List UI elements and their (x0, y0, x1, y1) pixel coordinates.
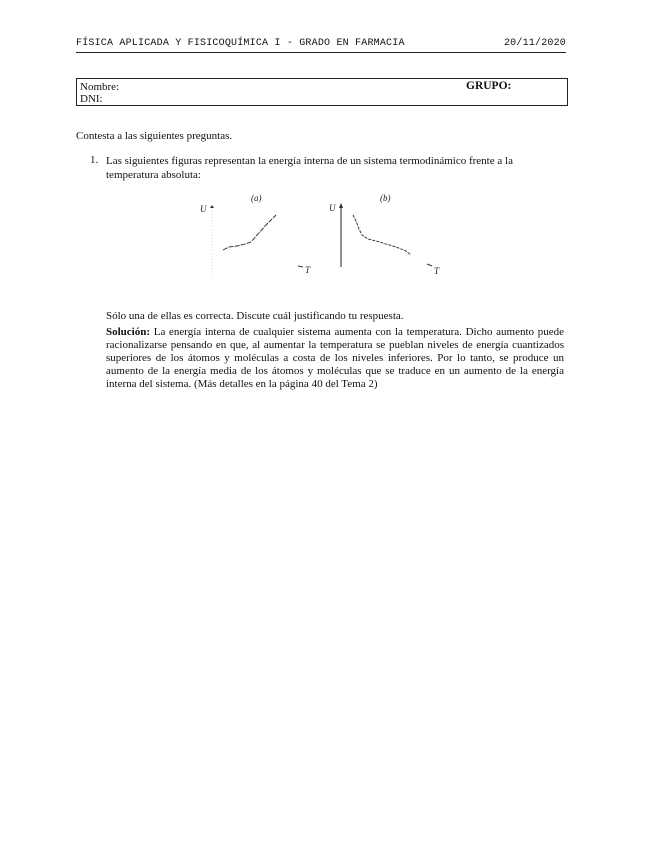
graph-a-x-arrow (298, 266, 303, 267)
graph-b-curve (353, 215, 411, 255)
graph-b-x-label: T (434, 266, 440, 276)
solution-label: Solución: (106, 326, 151, 338)
student-id-box (76, 78, 568, 106)
graph-a-y-arrow (210, 205, 214, 208)
graph-b-tag: (b) (380, 193, 391, 203)
graph-b (329, 193, 440, 276)
grupo-label: GRUPO: (466, 80, 512, 92)
graph-b-x-arrow (427, 264, 432, 266)
nombre-label: Nombre: (80, 81, 120, 93)
exam-date: 20/11/2020 (503, 38, 566, 49)
question-number: 1. (90, 154, 99, 166)
energy-temperature-figure (190, 188, 460, 284)
dni-label: DNI: (80, 93, 103, 105)
question-text: Las siguientes figuras representan la energía interna de un sistema termodinámico frente a la temperatura absoluta: (106, 155, 513, 181)
graph-a-y-label: U (200, 204, 207, 214)
question-prompt: Sólo una de ellas es correcta. Discute cuál justificando tu respuesta. (106, 310, 404, 322)
course-title: FÍSICA APLICADA Y FISICOQUÍMICA I - GRADO EN FARMACIA (76, 38, 405, 49)
figure-svg (190, 188, 460, 284)
graph-a (200, 193, 311, 276)
graph-a-x-label: T (305, 265, 311, 275)
graph-a-tag: (a) (251, 193, 262, 203)
graph-a-curve (223, 215, 276, 250)
page-header (76, 38, 566, 53)
graph-b-y-label: U (329, 203, 336, 213)
solution-text: La energía interna de cualquier sistema aumenta con la temperatura. Dicho aumento puede racionalizarse pensando en que, al aumentar la temperatura se pueblan niveles de energía cuantizados superiores de los átomos y moléculas a costa de los niveles inferiores. Por lo tanto, se produce un aumento de la energía media de los átomos y moléculas que se traduce en un aumento de la energía interna del sistema. (Más detalles en la página 40 del Tema 2) (106, 326, 564, 390)
instructions: Contesta a las siguientes preguntas. (76, 130, 233, 142)
solution-block (106, 326, 564, 391)
